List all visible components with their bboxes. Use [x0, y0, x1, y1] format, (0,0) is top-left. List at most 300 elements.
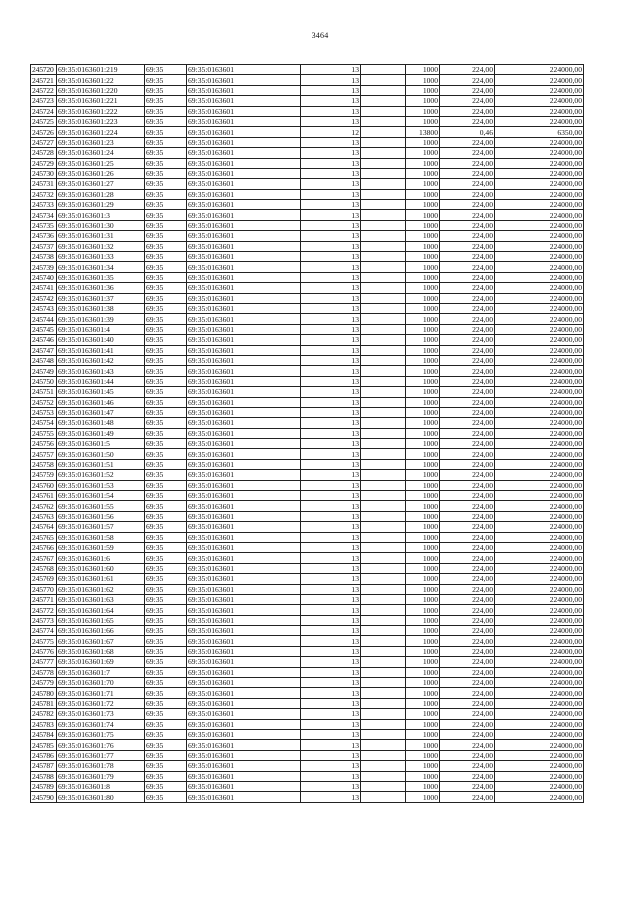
- unit-value-cell: 224,00: [440, 96, 495, 106]
- district-code-cell: 69:35: [145, 491, 187, 501]
- cadastral-quarter-cell: 69:35:0163601: [187, 293, 301, 303]
- unit-value-cell: 224,00: [440, 75, 495, 85]
- cadastral-value-cell: 224000,00: [495, 740, 584, 750]
- district-code-cell: 69:35: [145, 272, 187, 282]
- district-code-cell: 69:35: [145, 584, 187, 594]
- cadastral-number-cell: 69:35:0163601:39: [57, 314, 145, 324]
- table-row: [31, 137, 584, 147]
- cadastral-number-cell: 69:35:0163601:55: [57, 501, 145, 511]
- spacer-cell: [361, 522, 406, 532]
- cadastral-quarter-cell: 69:35:0163601: [187, 709, 301, 719]
- area-cell: 1000: [406, 418, 440, 428]
- table-row: [31, 553, 584, 563]
- cadastral-value-cell: 224000,00: [495, 137, 584, 147]
- spacer-cell: [361, 439, 406, 449]
- category-code-cell: 13: [301, 148, 361, 158]
- row-number-cell: 245742: [31, 293, 57, 303]
- row-number-cell: 245759: [31, 470, 57, 480]
- category-code-cell: 13: [301, 511, 361, 521]
- cadastral-value-cell: 224000,00: [495, 366, 584, 376]
- district-code-cell: 69:35: [145, 719, 187, 729]
- cadastral-quarter-cell: 69:35:0163601: [187, 678, 301, 688]
- row-number-cell: 245761: [31, 491, 57, 501]
- table-row: [31, 626, 584, 636]
- area-cell: 1000: [406, 158, 440, 168]
- cadastral-value-cell: 224000,00: [495, 501, 584, 511]
- row-number-cell: 245737: [31, 241, 57, 251]
- table-row: [31, 439, 584, 449]
- cadastral-quarter-cell: 69:35:0163601: [187, 116, 301, 126]
- category-code-cell: 13: [301, 594, 361, 604]
- spacer-cell: [361, 366, 406, 376]
- category-code-cell: 13: [301, 293, 361, 303]
- spacer-cell: [361, 262, 406, 272]
- cadastral-value-cell: 6350,00: [495, 127, 584, 137]
- district-code-cell: 69:35: [145, 480, 187, 490]
- category-code-cell: 13: [301, 470, 361, 480]
- category-code-cell: 13: [301, 137, 361, 147]
- row-number-cell: 245746: [31, 335, 57, 345]
- cadastral-value-cell: 224000,00: [495, 615, 584, 625]
- unit-value-cell: 224,00: [440, 491, 495, 501]
- spacer-cell: [361, 324, 406, 334]
- cadastral-value-cell: 224000,00: [495, 283, 584, 293]
- cadastral-value-cell: 224000,00: [495, 241, 584, 251]
- spacer-cell: [361, 792, 406, 802]
- spacer-cell: [361, 293, 406, 303]
- cadastral-number-cell: 69:35:0163601:68: [57, 646, 145, 656]
- area-cell: 1000: [406, 220, 440, 230]
- cadastral-number-cell: 69:35:0163601:54: [57, 491, 145, 501]
- table-row: [31, 148, 584, 158]
- cadastral-number-cell: 69:35:0163601:75: [57, 730, 145, 740]
- unit-value-cell: 224,00: [440, 106, 495, 116]
- cadastral-quarter-cell: 69:35:0163601: [187, 740, 301, 750]
- row-number-cell: 245780: [31, 688, 57, 698]
- cadastral-value-cell: 224000,00: [495, 303, 584, 313]
- spacer-cell: [361, 688, 406, 698]
- table-row: [31, 709, 584, 719]
- cadastral-value-cell: 224000,00: [495, 771, 584, 781]
- area-cell: 1000: [406, 501, 440, 511]
- spacer-cell: [361, 678, 406, 688]
- table-row: [31, 584, 584, 594]
- table-row: [31, 688, 584, 698]
- row-number-cell: 245739: [31, 262, 57, 272]
- spacer-cell: [361, 241, 406, 251]
- area-cell: 1000: [406, 366, 440, 376]
- cadastral-number-cell: 69:35:0163601:29: [57, 200, 145, 210]
- table-row: [31, 241, 584, 251]
- district-code-cell: 69:35: [145, 179, 187, 189]
- cadastral-quarter-cell: 69:35:0163601: [187, 594, 301, 604]
- district-code-cell: 69:35: [145, 771, 187, 781]
- district-code-cell: 69:35: [145, 65, 187, 75]
- spacer-cell: [361, 355, 406, 365]
- spacer-cell: [361, 314, 406, 324]
- cadastral-value-cell: 224000,00: [495, 376, 584, 386]
- cadastral-value-cell: 224000,00: [495, 792, 584, 802]
- cadastral-number-cell: 69:35:0163601:35: [57, 272, 145, 282]
- cadastral-quarter-cell: 69:35:0163601: [187, 179, 301, 189]
- area-cell: 1000: [406, 314, 440, 324]
- cadastral-quarter-cell: 69:35:0163601: [187, 532, 301, 542]
- cadastral-number-cell: 69:35:0163601:28: [57, 189, 145, 199]
- unit-value-cell: 224,00: [440, 200, 495, 210]
- spacer-cell: [361, 335, 406, 345]
- cadastral-value-cell: 224000,00: [495, 542, 584, 552]
- area-cell: 1000: [406, 96, 440, 106]
- unit-value-cell: 224,00: [440, 439, 495, 449]
- cadastral-value-cell: 224000,00: [495, 397, 584, 407]
- district-code-cell: 69:35: [145, 376, 187, 386]
- cadastral-quarter-cell: 69:35:0163601: [187, 283, 301, 293]
- unit-value-cell: 224,00: [440, 709, 495, 719]
- category-code-cell: 13: [301, 262, 361, 272]
- cadastral-quarter-cell: 69:35:0163601: [187, 542, 301, 552]
- cadastral-number-cell: 69:35:0163601:60: [57, 563, 145, 573]
- unit-value-cell: 224,00: [440, 501, 495, 511]
- table-row: [31, 324, 584, 334]
- district-code-cell: 69:35: [145, 262, 187, 272]
- category-code-cell: 13: [301, 210, 361, 220]
- row-number-cell: 245726: [31, 127, 57, 137]
- district-code-cell: 69:35: [145, 730, 187, 740]
- table-row: [31, 303, 584, 313]
- category-code-cell: 13: [301, 553, 361, 563]
- category-code-cell: 13: [301, 781, 361, 791]
- area-cell: 1000: [406, 345, 440, 355]
- table-body: [31, 65, 584, 803]
- district-code-cell: 69:35: [145, 283, 187, 293]
- cadastral-quarter-cell: 69:35:0163601: [187, 657, 301, 667]
- unit-value-cell: 224,00: [440, 563, 495, 573]
- spacer-cell: [361, 127, 406, 137]
- district-code-cell: 69:35: [145, 646, 187, 656]
- spacer-cell: [361, 532, 406, 542]
- area-cell: 1000: [406, 730, 440, 740]
- spacer-cell: [361, 303, 406, 313]
- spacer-cell: [361, 407, 406, 417]
- area-cell: 1000: [406, 106, 440, 116]
- cadastral-value-cell: 224000,00: [495, 667, 584, 677]
- unit-value-cell: 224,00: [440, 449, 495, 459]
- district-code-cell: 69:35: [145, 449, 187, 459]
- unit-value-cell: 224,00: [440, 231, 495, 241]
- district-code-cell: 69:35: [145, 189, 187, 199]
- row-number-cell: 245729: [31, 158, 57, 168]
- cadastral-number-cell: 69:35:0163601:48: [57, 418, 145, 428]
- category-code-cell: 13: [301, 542, 361, 552]
- category-code-cell: 13: [301, 65, 361, 75]
- cadastral-quarter-cell: 69:35:0163601: [187, 96, 301, 106]
- cadastral-number-cell: 69:35:0163601:224: [57, 127, 145, 137]
- category-code-cell: 13: [301, 168, 361, 178]
- category-code-cell: 13: [301, 688, 361, 698]
- table-row: [31, 678, 584, 688]
- district-code-cell: 69:35: [145, 418, 187, 428]
- district-code-cell: 69:35: [145, 501, 187, 511]
- row-number-cell: 245772: [31, 605, 57, 615]
- area-cell: 1000: [406, 740, 440, 750]
- table-row: [31, 366, 584, 376]
- cadastral-number-cell: 69:35:0163601:37: [57, 293, 145, 303]
- category-code-cell: 13: [301, 324, 361, 334]
- district-code-cell: 69:35: [145, 740, 187, 750]
- row-number-cell: 245776: [31, 646, 57, 656]
- district-code-cell: 69:35: [145, 303, 187, 313]
- unit-value-cell: 224,00: [440, 137, 495, 147]
- table-row: [31, 65, 584, 75]
- row-number-cell: 245722: [31, 85, 57, 95]
- table-row: [31, 106, 584, 116]
- district-code-cell: 69:35: [145, 688, 187, 698]
- spacer-cell: [361, 272, 406, 282]
- table-row: [31, 563, 584, 573]
- unit-value-cell: 224,00: [440, 65, 495, 75]
- row-number-cell: 245732: [31, 189, 57, 199]
- unit-value-cell: 224,00: [440, 532, 495, 542]
- cadastral-value-cell: 224000,00: [495, 636, 584, 646]
- unit-value-cell: 0,46: [440, 127, 495, 137]
- row-number-cell: 245741: [31, 283, 57, 293]
- district-code-cell: 69:35: [145, 387, 187, 397]
- spacer-cell: [361, 698, 406, 708]
- cadastral-number-cell: 69:35:0163601:62: [57, 584, 145, 594]
- area-cell: 1000: [406, 781, 440, 791]
- category-code-cell: 13: [301, 179, 361, 189]
- area-cell: 1000: [406, 179, 440, 189]
- category-code-cell: 13: [301, 241, 361, 251]
- district-code-cell: 69:35: [145, 698, 187, 708]
- table-row: [31, 719, 584, 729]
- table-row: [31, 594, 584, 604]
- cadastral-quarter-cell: 69:35:0163601: [187, 200, 301, 210]
- cadastral-quarter-cell: 69:35:0163601: [187, 314, 301, 324]
- table-row: [31, 449, 584, 459]
- district-code-cell: 69:35: [145, 397, 187, 407]
- spacer-cell: [361, 210, 406, 220]
- table-row: [31, 740, 584, 750]
- table-row: [31, 730, 584, 740]
- cadastral-value-cell: 224000,00: [495, 335, 584, 345]
- cadastral-number-cell: 69:35:0163601:67: [57, 636, 145, 646]
- unit-value-cell: 224,00: [440, 189, 495, 199]
- table-row: [31, 355, 584, 365]
- table-row: [31, 470, 584, 480]
- cadastral-quarter-cell: 69:35:0163601: [187, 189, 301, 199]
- cadastral-value-cell: 224000,00: [495, 730, 584, 740]
- table-row: [31, 771, 584, 781]
- district-code-cell: 69:35: [145, 85, 187, 95]
- cadastral-number-cell: 69:35:0163601:58: [57, 532, 145, 542]
- unit-value-cell: 224,00: [440, 480, 495, 490]
- unit-value-cell: 224,00: [440, 522, 495, 532]
- district-code-cell: 69:35: [145, 148, 187, 158]
- table-row: [31, 605, 584, 615]
- area-cell: 1000: [406, 709, 440, 719]
- cadastral-number-cell: 69:35:0163601:69: [57, 657, 145, 667]
- category-code-cell: 13: [301, 335, 361, 345]
- cadastral-value-cell: 224000,00: [495, 158, 584, 168]
- district-code-cell: 69:35: [145, 615, 187, 625]
- spacer-cell: [361, 626, 406, 636]
- spacer-cell: [361, 231, 406, 241]
- cadastral-quarter-cell: 69:35:0163601: [187, 376, 301, 386]
- district-code-cell: 69:35: [145, 532, 187, 542]
- table-row: [31, 532, 584, 542]
- cadastral-number-cell: 69:35:0163601:76: [57, 740, 145, 750]
- district-code-cell: 69:35: [145, 667, 187, 677]
- category-code-cell: 13: [301, 522, 361, 532]
- area-cell: 1000: [406, 626, 440, 636]
- area-cell: 1000: [406, 449, 440, 459]
- category-code-cell: 13: [301, 740, 361, 750]
- area-cell: 1000: [406, 657, 440, 667]
- spacer-cell: [361, 761, 406, 771]
- area-cell: 1000: [406, 491, 440, 501]
- area-cell: 1000: [406, 241, 440, 251]
- district-code-cell: 69:35: [145, 792, 187, 802]
- row-number-cell: 245790: [31, 792, 57, 802]
- district-code-cell: 69:35: [145, 210, 187, 220]
- cadastral-value-cell: 224000,00: [495, 355, 584, 365]
- row-number-cell: 245768: [31, 563, 57, 573]
- cadastral-value-cell: 224000,00: [495, 698, 584, 708]
- category-code-cell: 13: [301, 418, 361, 428]
- cadastral-quarter-cell: 69:35:0163601: [187, 418, 301, 428]
- row-number-cell: 245757: [31, 449, 57, 459]
- district-code-cell: 69:35: [145, 75, 187, 85]
- cadastral-quarter-cell: 69:35:0163601: [187, 771, 301, 781]
- unit-value-cell: 224,00: [440, 594, 495, 604]
- table-row: [31, 761, 584, 771]
- row-number-cell: 245756: [31, 439, 57, 449]
- spacer-cell: [361, 387, 406, 397]
- cadastral-quarter-cell: 69:35:0163601: [187, 750, 301, 760]
- row-number-cell: 245748: [31, 355, 57, 365]
- unit-value-cell: 224,00: [440, 355, 495, 365]
- category-code-cell: 13: [301, 761, 361, 771]
- table-row: [31, 335, 584, 345]
- area-cell: 1000: [406, 335, 440, 345]
- area-cell: 1000: [406, 522, 440, 532]
- district-code-cell: 69:35: [145, 355, 187, 365]
- row-number-cell: 245740: [31, 272, 57, 282]
- cadastral-number-cell: 69:35:0163601:5: [57, 439, 145, 449]
- cadastral-quarter-cell: 69:35:0163601: [187, 761, 301, 771]
- spacer-cell: [361, 75, 406, 85]
- area-cell: 1000: [406, 678, 440, 688]
- row-number-cell: 245765: [31, 532, 57, 542]
- unit-value-cell: 224,00: [440, 283, 495, 293]
- cadastral-value-cell: 224000,00: [495, 511, 584, 521]
- cadastral-number-cell: 69:35:0163601:32: [57, 241, 145, 251]
- cadastral-quarter-cell: 69:35:0163601: [187, 355, 301, 365]
- spacer-cell: [361, 615, 406, 625]
- row-number-cell: 245782: [31, 709, 57, 719]
- table-row: [31, 428, 584, 438]
- cadastral-number-cell: 69:35:0163601:42: [57, 355, 145, 365]
- cadastral-number-cell: 69:35:0163601:33: [57, 252, 145, 262]
- spacer-cell: [361, 397, 406, 407]
- category-code-cell: 13: [301, 636, 361, 646]
- cadastral-number-cell: 69:35:0163601:43: [57, 366, 145, 376]
- cadastral-quarter-cell: 69:35:0163601: [187, 605, 301, 615]
- area-cell: 1000: [406, 615, 440, 625]
- area-cell: 1000: [406, 553, 440, 563]
- cadastral-value-cell: 224000,00: [495, 553, 584, 563]
- spacer-cell: [361, 636, 406, 646]
- cadastral-value-cell: 224000,00: [495, 491, 584, 501]
- district-code-cell: 69:35: [145, 439, 187, 449]
- area-cell: 1000: [406, 605, 440, 615]
- row-number-cell: 245788: [31, 771, 57, 781]
- cadastral-number-cell: 69:35:0163601:27: [57, 179, 145, 189]
- cadastral-number-cell: 69:35:0163601:70: [57, 678, 145, 688]
- row-number-cell: 245763: [31, 511, 57, 521]
- unit-value-cell: 224,00: [440, 272, 495, 282]
- area-cell: 1000: [406, 761, 440, 771]
- cadastral-value-cell: 224000,00: [495, 210, 584, 220]
- cadastral-quarter-cell: 69:35:0163601: [187, 491, 301, 501]
- spacer-cell: [361, 116, 406, 126]
- cadastral-quarter-cell: 69:35:0163601: [187, 127, 301, 137]
- table-row: [31, 615, 584, 625]
- area-cell: 1000: [406, 688, 440, 698]
- unit-value-cell: 224,00: [440, 615, 495, 625]
- cadastral-quarter-cell: 69:35:0163601: [187, 252, 301, 262]
- spacer-cell: [361, 148, 406, 158]
- row-number-cell: 245753: [31, 407, 57, 417]
- table-row: [31, 501, 584, 511]
- area-cell: 1000: [406, 439, 440, 449]
- row-number-cell: 245767: [31, 553, 57, 563]
- cadastral-value-cell: 224000,00: [495, 407, 584, 417]
- spacer-cell: [361, 449, 406, 459]
- cadastral-value-cell: 224000,00: [495, 85, 584, 95]
- cadastral-quarter-cell: 69:35:0163601: [187, 449, 301, 459]
- table-row: [31, 407, 584, 417]
- unit-value-cell: 224,00: [440, 574, 495, 584]
- cadastral-value-cell: 224000,00: [495, 532, 584, 542]
- area-cell: 1000: [406, 574, 440, 584]
- district-code-cell: 69:35: [145, 241, 187, 251]
- row-number-cell: 245777: [31, 657, 57, 667]
- cadastral-value-cell: 224000,00: [495, 148, 584, 158]
- cadastral-quarter-cell: 69:35:0163601: [187, 439, 301, 449]
- cadastral-quarter-cell: 69:35:0163601: [187, 106, 301, 116]
- category-code-cell: 13: [301, 283, 361, 293]
- table-row: [31, 750, 584, 760]
- district-code-cell: 69:35: [145, 137, 187, 147]
- table-row: [31, 667, 584, 677]
- cadastral-quarter-cell: 69:35:0163601: [187, 522, 301, 532]
- area-cell: 1000: [406, 470, 440, 480]
- cadastral-value-cell: 224000,00: [495, 272, 584, 282]
- cadastral-quarter-cell: 69:35:0163601: [187, 719, 301, 729]
- row-number-cell: 245789: [31, 781, 57, 791]
- spacer-cell: [361, 730, 406, 740]
- cadastral-quarter-cell: 69:35:0163601: [187, 407, 301, 417]
- category-code-cell: 13: [301, 314, 361, 324]
- row-number-cell: 245781: [31, 698, 57, 708]
- category-code-cell: 13: [301, 158, 361, 168]
- cadastral-number-cell: 69:35:0163601:74: [57, 719, 145, 729]
- category-code-cell: 13: [301, 200, 361, 210]
- cadastral-value-cell: 224000,00: [495, 262, 584, 272]
- category-code-cell: 13: [301, 532, 361, 542]
